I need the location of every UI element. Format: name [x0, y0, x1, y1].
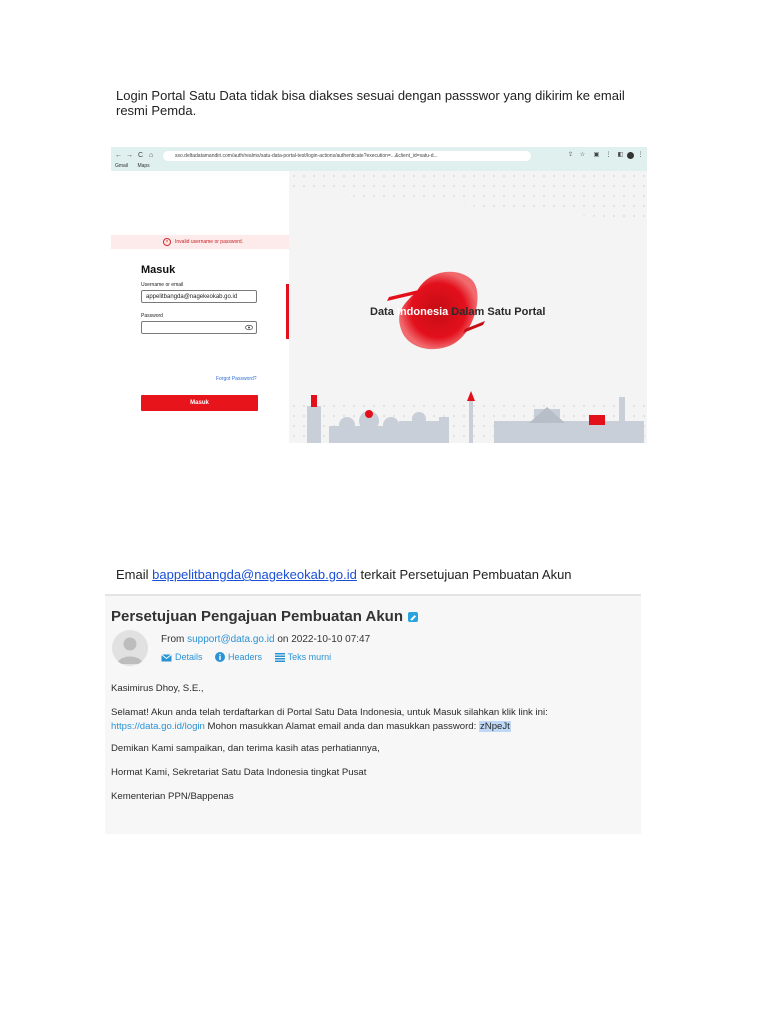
- plain-text-action[interactable]: [275, 652, 332, 662]
- email-caption-suffix: terkait Persetujuan Pembuatan Akun: [356, 567, 572, 582]
- email-greeting: Kasimirus Dhoy, S.E.,: [111, 683, 204, 694]
- email-body-paragraph: [111, 706, 631, 734]
- hero-text-after: Dalam Satu Portal: [448, 306, 546, 318]
- body-text-after-link: Mohon masukkan Alamat email anda dan masukkan password:: [204, 721, 479, 732]
- login-title: Masuk: [141, 264, 176, 276]
- email-subject-text: Persetujuan Pengajuan Pembuatan Akun: [111, 608, 404, 625]
- error-banner: [111, 235, 289, 249]
- error-message: Invalid username or password.: [175, 239, 244, 245]
- eye-icon[interactable]: [245, 324, 253, 331]
- email-caption: [116, 567, 676, 582]
- email-caption-prefix: Email: [116, 567, 153, 582]
- headers-label: Headers: [228, 652, 263, 662]
- email-screenshot: [105, 594, 641, 834]
- bookmarks-bar: [115, 163, 158, 170]
- bookmark-maps[interactable]: Maps: [137, 163, 150, 169]
- email-subject: [111, 608, 418, 625]
- external-link-icon[interactable]: [408, 612, 418, 622]
- extension-icon[interactable]: ▣: [593, 152, 600, 158]
- sender-avatar: [112, 630, 148, 666]
- email-signature: Hormat Kami, Sekretariat Satu Data Indonesia tingkat Pusat: [111, 767, 367, 778]
- headers-action[interactable]: [215, 652, 262, 662]
- hero-text-highlight: Indonesia: [396, 306, 449, 318]
- intro-paragraph: Login Portal Satu Data tidak bisa diakses sesuai dengan passswor yang dikirim ke email resmi Pemda.: [116, 88, 625, 118]
- browser-toolbar: [111, 147, 647, 171]
- username-input[interactable]: [141, 290, 257, 303]
- sender-address-link[interactable]: support@data.go.id: [187, 634, 275, 645]
- login-link[interactable]: https://data.go.id/login: [111, 721, 205, 732]
- reload-icon[interactable]: C: [138, 152, 144, 159]
- password-input[interactable]: [141, 321, 257, 334]
- email-organization: Kementerian PPN/Bappenas: [111, 791, 234, 802]
- from-line: [161, 634, 370, 645]
- sent-date: on 2022-10-10 07:47: [274, 634, 371, 645]
- menu-dots-icon[interactable]: ⋮: [605, 152, 612, 158]
- login-submit-button[interactable]: Masuk: [141, 395, 258, 411]
- forgot-password-link[interactable]: Forgot Password?: [216, 376, 257, 382]
- forward-icon[interactable]: →: [126, 152, 133, 159]
- login-screenshot: [111, 147, 647, 443]
- plain-text-label: Teks murni: [287, 652, 332, 662]
- login-panel: [111, 171, 289, 443]
- home-icon[interactable]: ⌂: [149, 152, 154, 159]
- username-label: Username or email: [141, 282, 184, 288]
- lines-icon: [275, 653, 285, 662]
- bookmark-star-icon[interactable]: ☆: [579, 152, 586, 158]
- info-icon: [215, 652, 225, 662]
- sidebar-icon[interactable]: ◧: [617, 152, 624, 158]
- details-action[interactable]: [161, 652, 203, 662]
- details-label: Details: [175, 652, 203, 662]
- from-label: From: [161, 634, 188, 645]
- hero-panel: [289, 171, 647, 443]
- hero-tagline: [370, 306, 545, 318]
- email-closing: Demikan Kami sampaikan, dan terima kasih atas perhatiannya,: [111, 743, 380, 754]
- username-value: appelitbangda@nagekeokab.go.id: [146, 294, 238, 300]
- error-icon: ×: [163, 238, 171, 246]
- password-value: zNpeJt: [479, 721, 510, 732]
- profile-avatar[interactable]: [627, 152, 634, 159]
- bookmark-gmail[interactable]: Gmail: [115, 163, 129, 169]
- share-icon[interactable]: ⇪: [567, 152, 574, 158]
- address-bar[interactable]: sso.deltadatamandiri.com/auth/realms/satu-data-portal-test/login-actions/authenticate?execution=...&client_id=satu-d...: [163, 151, 531, 161]
- more-icon[interactable]: ⋮: [637, 152, 644, 158]
- password-label: Password: [141, 313, 163, 319]
- envelope-icon: [161, 654, 172, 662]
- email-address-link[interactable]: bappelitbangda@nagekeokab.go.id: [152, 567, 357, 582]
- back-icon[interactable]: ←: [115, 152, 122, 159]
- body-text: Selamat! Akun anda telah terdaftarkan di Portal Satu Data Indonesia, untuk Masuk silahkan klik link ini:: [111, 707, 548, 718]
- email-actions: [161, 652, 341, 662]
- hero-text-before: Data: [370, 306, 397, 318]
- user-silhouette-icon: [112, 630, 148, 666]
